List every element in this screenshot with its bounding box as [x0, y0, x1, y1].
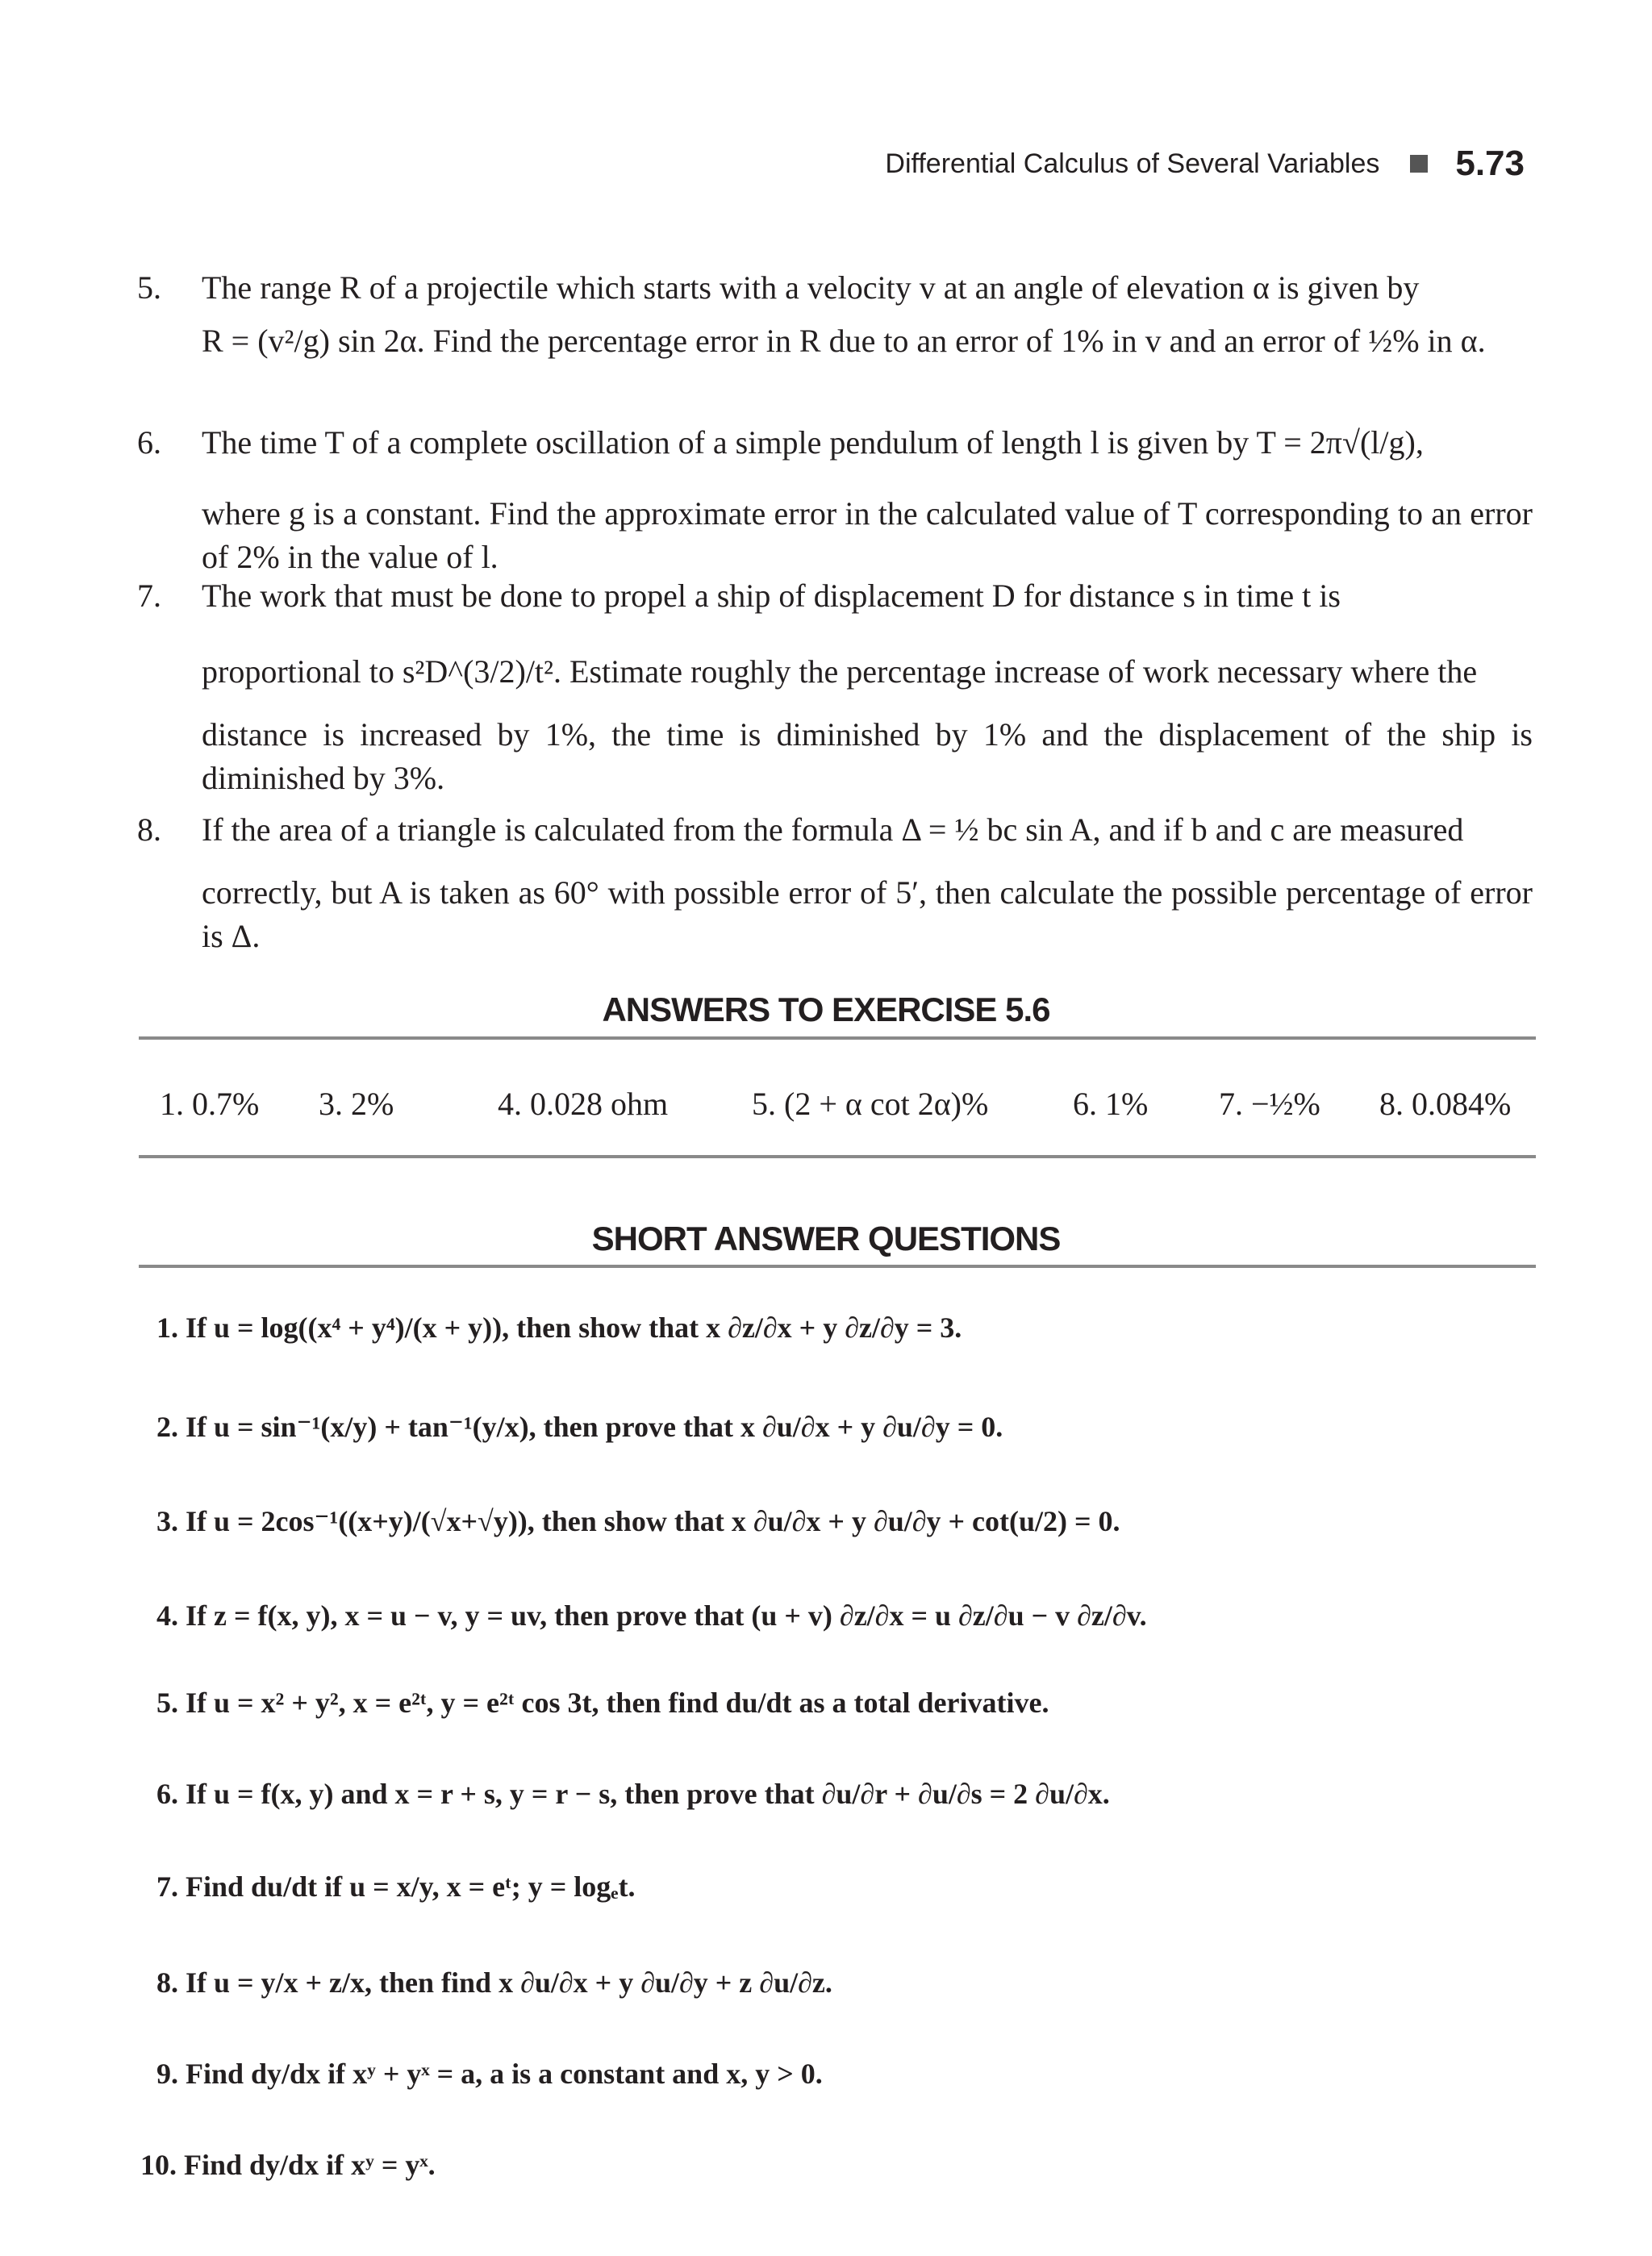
- answer-item: 3. 2%: [319, 1086, 394, 1122]
- formula: R = (v²/g) sin 2α.: [202, 323, 425, 359]
- question-text: If the area of a triangle is calculated from the formula Δ = ½ bc sin A, and if b and c are measured: [202, 811, 1464, 848]
- question-text: correctly, but A is taken as 60° with possible error of 5′, then calculate the possible percentage of error is Δ.: [202, 874, 1533, 954]
- saq-item-9: 9. Find dy/dx if xʸ + yˣ = a, a is a constant and x, y > 0.: [156, 2058, 823, 2090]
- question-text: Find the percentage error in R due to an error of 1% in v and an error of ½% in α.: [432, 323, 1486, 359]
- saq-item-8: 8. If u = y/x + z/x, then find x ∂u/∂x + y ∂u/∂y + z ∂u/∂z.: [156, 1966, 832, 1999]
- running-header: [885, 144, 1525, 184]
- answer-item: 4. 0.028 ohm: [498, 1086, 669, 1122]
- question-text: distance is increased by 1%, the time is diminished by 1% and the displacement of the ship is diminished by 3%.: [202, 716, 1533, 796]
- answer-item: 8. 0.084%: [1379, 1086, 1512, 1122]
- question-text: where g is a constant. Find the approximate error in the calculated value of T corresponding to an error of 2% in the value of l.: [202, 495, 1533, 575]
- divider: [139, 1265, 1536, 1268]
- saq-item-7: 7. Find du/dt if u = x/y, x = eᵗ; y = logₑt.: [156, 1870, 636, 1903]
- divider: [139, 1155, 1536, 1158]
- saq-item-6: 6. If u = f(x, y) and x = r + s, y = r − s, then prove that ∂u/∂r + ∂u/∂s = 2 ∂u/∂x.: [156, 1778, 1110, 1810]
- saq-heading: SHORT ANSWER QUESTIONS: [591, 1220, 1061, 1257]
- answer-item: 7. −½%: [1219, 1086, 1320, 1122]
- question-text: proportional to s²D^(3/2)/t². Estimate roughly the percentage increase of work necessary where the: [202, 653, 1478, 690]
- saq-item-2: 2. If u = sin⁻¹(x/y) + tan⁻¹(y/x), then prove that x ∂u/∂x + y ∂u/∂y = 0.: [156, 1411, 1003, 1443]
- saq-item-3: 3. If u = 2cos⁻¹((x+y)/(√x+√y)), then show that x ∂u/∂x + y ∂u/∂y + cot(u/2) = 0.: [156, 1505, 1120, 1537]
- saq-item-10: 10. Find dy/dx if xʸ = yˣ.: [140, 2149, 436, 2181]
- question-number: 7.: [137, 578, 161, 614]
- question-text: The range R of a projectile which starts with a velocity v at an angle of elevation α is given by: [202, 269, 1420, 306]
- answers-heading: ANSWERS TO EXERCISE 5.6: [602, 990, 1050, 1028]
- saq-item-4: 4. If z = f(x, y), x = u − v, y = uv, then prove that (u + v) ∂z/∂x = u ∂z/∂u − v ∂z/∂v.: [156, 1599, 1147, 1632]
- question-text: The work that must be done to propel a ship of displacement D for distance s in time t is: [202, 578, 1341, 614]
- answer-item: 1. 0.7%: [160, 1086, 260, 1122]
- page-number: 5.73: [1455, 144, 1525, 183]
- saq-item-1: 1. If u = log((x⁴ + y⁴)/(x + y)), then show that x ∂z/∂x + y ∂z/∂y = 3.: [156, 1311, 962, 1344]
- answer-item: 6. 1%: [1073, 1086, 1149, 1122]
- running-title: Differential Calculus of Several Variables: [885, 148, 1380, 179]
- square-bullet-icon: [1410, 155, 1428, 173]
- question-number: 6.: [137, 424, 161, 461]
- divider: [139, 1036, 1536, 1040]
- question-number: 8.: [137, 811, 161, 848]
- question-text: The time T of a complete oscillation of a simple pendulum of length l is given by T = 2π√(l/g),: [202, 424, 1424, 461]
- question-number: 5.: [137, 269, 161, 306]
- saq-item-5: 5. If u = x² + y², x = e²ᵗ, y = e²ᵗ cos 3t, then find du/dt as a total derivative.: [156, 1687, 1049, 1719]
- answer-item: 5. (2 + α cot 2α)%: [752, 1086, 989, 1122]
